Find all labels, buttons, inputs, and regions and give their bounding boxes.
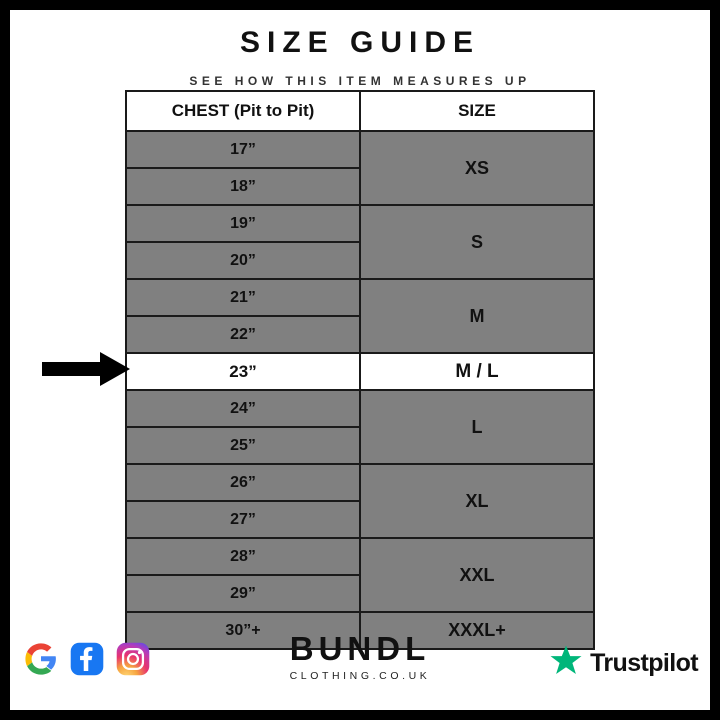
footer — [10, 628, 710, 700]
brand-name: BUNDL — [289, 630, 431, 667]
table-header-row — [126, 91, 594, 131]
size-value: M — [360, 279, 594, 353]
size-value: S — [360, 205, 594, 279]
page-title: SIZE GUIDE — [239, 26, 481, 59]
size-value: XXL — [360, 538, 594, 612]
table-row — [126, 131, 594, 168]
column-header-chest: CHEST (Pit to Pit) — [126, 91, 360, 131]
size-table-wrapper — [125, 90, 595, 650]
trustpilot-label: Trustpilot — [590, 649, 698, 677]
column-header-size: SIZE — [360, 91, 594, 131]
page-subtitle: SEE HOW THIS ITEM MEASURES UP — [189, 74, 531, 88]
chest-value: 22” — [126, 316, 360, 353]
arrow-right-icon — [42, 352, 130, 386]
chest-value: 28” — [126, 538, 360, 575]
chest-value: 30”+ — [126, 612, 360, 649]
chest-value: 18” — [126, 168, 360, 205]
chest-value: 21” — [126, 279, 360, 316]
table-row — [126, 279, 594, 316]
trustpilot-star-icon — [549, 644, 583, 683]
table-row — [126, 538, 594, 575]
size-value: M / L — [360, 353, 594, 390]
table-row — [126, 205, 594, 242]
size-table — [125, 90, 595, 650]
trustpilot-badge[interactable] — [549, 644, 698, 683]
chest-value: 25” — [126, 427, 360, 464]
chest-value: 26” — [126, 464, 360, 501]
size-value: L — [360, 390, 594, 464]
size-value: XS — [360, 131, 594, 205]
chest-value: 19” — [126, 205, 360, 242]
chest-value: 17” — [126, 131, 360, 168]
brand-domain: CLOTHING.CO.UK — [289, 669, 431, 682]
size-value: XL — [360, 464, 594, 538]
size-guide-card — [10, 10, 710, 710]
table-row-highlighted — [126, 353, 594, 390]
table-row — [126, 464, 594, 501]
chest-value: 24” — [126, 390, 360, 427]
size-value: XXXL+ — [360, 612, 594, 649]
chest-value: 20” — [126, 242, 360, 279]
chest-value: 27” — [126, 501, 360, 538]
chest-value: 23” — [126, 353, 360, 390]
chest-value: 29” — [126, 575, 360, 612]
table-row — [126, 390, 594, 427]
